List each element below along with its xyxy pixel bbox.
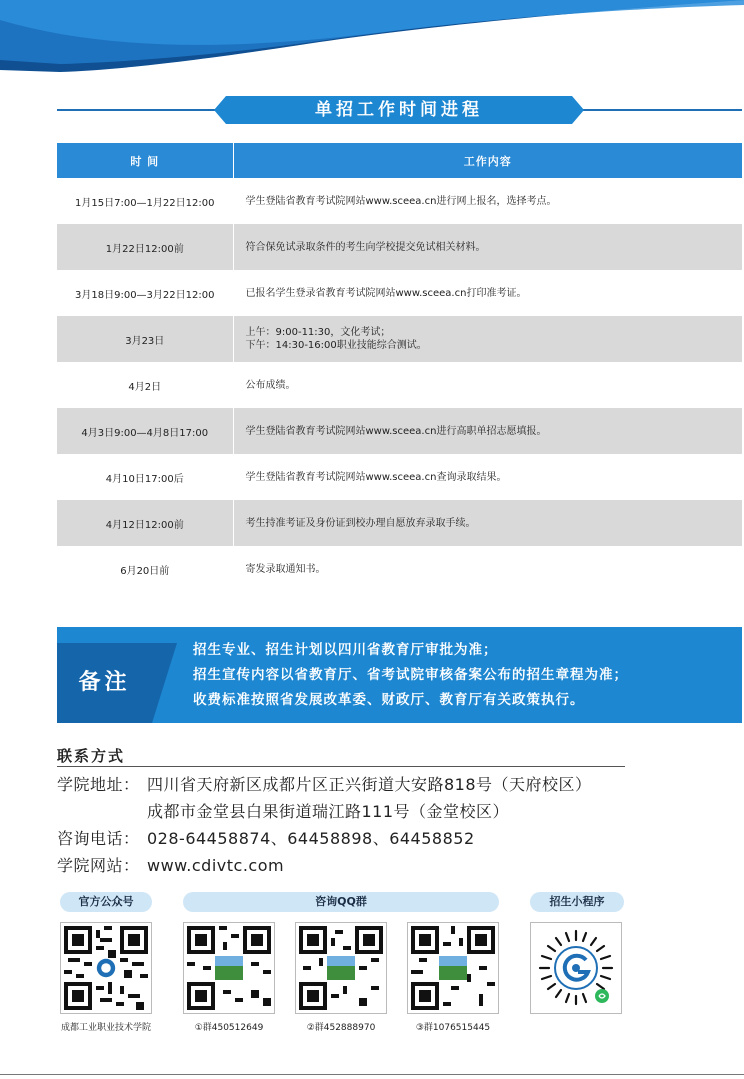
qq-group-qr-code-2[interactable]: [295, 922, 387, 1014]
content-line: 已报名学生登录省教育考试院网站www.sceea.cn打印准考证。: [245, 287, 527, 299]
row-time: 6月20日前: [57, 546, 233, 592]
table-row: [57, 546, 742, 592]
row-content: [233, 270, 742, 316]
table-row: [57, 454, 742, 500]
row-time: 1月22日12:00前: [57, 224, 233, 270]
content-line: 学生登陆省教育考试院网站www.sceea.cn查询录取结果。: [245, 471, 507, 483]
top-wave-decoration: [0, 0, 744, 80]
content-line: 符合保免试录取条件的考生向学校提交免试相关材料。: [245, 241, 486, 253]
table-row: [57, 362, 742, 408]
qq-group-qr-code-1[interactable]: [183, 922, 275, 1014]
row-time: 4月3日9:00—4月8日17:00: [57, 408, 233, 454]
qq-group-qr-code-3[interactable]: [407, 922, 499, 1014]
note-line: 招生专业、招生计划以四川省教育厅审批为准；: [193, 642, 498, 658]
table-row: [57, 408, 742, 454]
row-time: 3月18日9:00—3月22日12:00: [57, 270, 233, 316]
row-time: 1月15日7:00—1月22日12:00: [57, 178, 233, 224]
row-content: [233, 178, 742, 224]
table-row: [57, 500, 742, 546]
header-content: 工作内容: [233, 143, 742, 178]
address-label: 学院地址：: [57, 775, 140, 794]
schedule-table: [57, 143, 742, 592]
table-row: [57, 316, 742, 362]
mini-program-tag: 招生小程序: [530, 892, 624, 912]
table-row: [57, 224, 742, 270]
row-content: [233, 546, 742, 592]
bottom-divider: [0, 1074, 744, 1075]
address-2: 成都市金堂县白果街道瑞江路111号（金堂校区）: [147, 802, 510, 821]
qq-group-caption-1: ①群450512649: [194, 1023, 264, 1033]
content-line: 公布成绩。: [245, 379, 296, 391]
website-link[interactable]: www.cdivtc.com: [147, 856, 285, 875]
qq-group-tag: 咨询QQ群: [183, 892, 499, 912]
section-title: 单招工作时间进程: [315, 100, 483, 120]
address-row-2: [147, 799, 509, 822]
table-header-row: [57, 143, 742, 178]
table-row: [57, 270, 742, 316]
row-content: [233, 362, 742, 408]
row-content: [233, 500, 742, 546]
note-line: 招生宣传内容以省教育厅、省考试院审核备案公布的招生章程为准；: [193, 667, 628, 683]
row-time: 4月2日: [57, 362, 233, 408]
qq-group-caption-2: ②群452888970: [306, 1023, 376, 1033]
contact-title: 联系方式: [57, 747, 126, 765]
header-time: 时 间: [57, 143, 233, 178]
phone-label: 咨询电话：: [57, 829, 140, 848]
content-line: 学生登陆省教育考试院网站www.sceea.cn进行高职单招志愿填报。: [245, 425, 547, 437]
mini-program-code[interactable]: [530, 922, 622, 1014]
row-content: [233, 224, 742, 270]
official-account-tag: 官方公众号: [60, 892, 152, 912]
row-time: 3月23日: [57, 316, 233, 362]
address-row: [57, 772, 592, 795]
website-row: [57, 853, 284, 876]
contact-divider: [57, 766, 625, 767]
row-time: 4月12日12:00前: [57, 500, 233, 546]
row-content: [233, 316, 742, 362]
note-line: 收费标准按照省发展改革委、财政厅、教育厅有关政策执行。: [193, 692, 585, 708]
official-account-caption: 成都工业职业技术学院: [60, 1023, 151, 1033]
phone-row: [57, 826, 475, 849]
table-row: [57, 178, 742, 224]
row-content: [233, 454, 742, 500]
section-title-bar: [57, 96, 742, 124]
phone-numbers: 028-64458874、64458898、64458852: [147, 829, 475, 848]
website-label: 学院网站：: [57, 856, 140, 875]
row-content: [233, 408, 742, 454]
note-lines: [193, 638, 741, 713]
row-time: 4月10日17:00后: [57, 454, 233, 500]
content-line: 上午：9:00-11:30，文化考试；: [245, 327, 391, 338]
qq-group-caption-3: ③群1076515445: [415, 1023, 491, 1033]
address-1: 四川省天府新区成都片区正兴街道大安路818号（天府校区）: [147, 775, 592, 794]
note-label: 备注: [78, 670, 131, 695]
content-line: 学生登陆省教育考试院网站www.sceea.cn进行网上报名，选择考点。: [245, 195, 557, 207]
official-account-qr-code[interactable]: [60, 922, 152, 1014]
content-line: 下午：14:30-16:00职业技能综合测试。: [245, 340, 427, 351]
content-line: 考生持准考证及身份证到校办理自愿放弃录取手续。: [245, 517, 476, 529]
content-line: 寄发录取通知书。: [245, 563, 326, 575]
